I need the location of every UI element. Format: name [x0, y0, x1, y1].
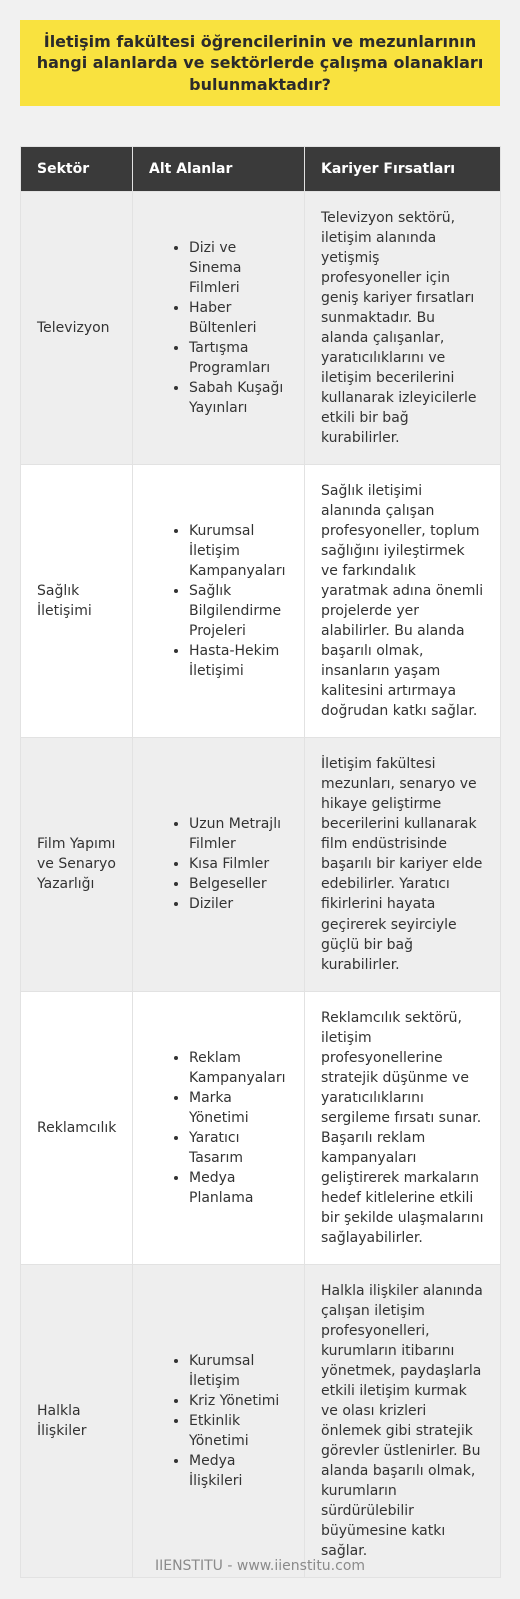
- subfields-list: [149, 1351, 288, 1491]
- list-item: • Medya Planlama: [189, 1168, 288, 1208]
- list-item: • Kısa Filmler: [189, 854, 288, 874]
- list-item: • Marka Yönetimi: [189, 1088, 288, 1128]
- list-item: • Sağlık Bilgilendirme Projeleri: [189, 581, 288, 641]
- subfields-list: [149, 521, 288, 681]
- list-item: • Yaratıcı Tasarım: [189, 1128, 288, 1168]
- sector-cell: Reklamcılık: [21, 991, 133, 1264]
- table-row: [21, 738, 501, 991]
- subfields-cell: [133, 465, 305, 738]
- career-cell: Televizyon sektörü, iletişim alanında yetişmiş profesyoneller için geniş kariyer fırsatları sunmaktadır. Bu alanda çalışanlar, yaratıcılıklarını ve iletişim becerilerini kullanarak izleyicilerle etkili bir bağ kurabilirler.: [305, 192, 501, 465]
- table-row: [21, 192, 501, 465]
- list-item: • Etkinlik Yönetimi: [189, 1411, 288, 1451]
- subfields-cell: [133, 991, 305, 1264]
- career-cell: Halkla ilişkiler alanında çalışan iletişim profesyonelleri, kurumların itibarını yönetmek, paydaşlarla etkili iletişim kurmak ve olası krizleri önlemek gibi stratejik görevler üstlenirler. Bu alanda başarılı olmak, kurumların sürdürülebilir büyümesine katkı sağlar.: [305, 1264, 501, 1577]
- list-item: • Uzun Metrajlı Filmler: [189, 814, 288, 854]
- subfields-cell: [133, 192, 305, 465]
- list-item: • Diziler: [189, 894, 288, 914]
- subfields-cell: [133, 1264, 305, 1577]
- subfields-list: [149, 238, 288, 418]
- column-header-subfields: Alt Alanlar: [133, 147, 305, 192]
- subfields-list: [149, 1048, 288, 1208]
- list-item: • Kurumsal İletişim: [189, 1351, 288, 1391]
- list-item: • Haber Bültenleri: [189, 298, 288, 338]
- list-item: • Kurumsal İletişim Kampanyaları: [189, 521, 288, 581]
- list-item: • Sabah Kuşağı Yayınları: [189, 378, 288, 418]
- list-item: • Medya İlişkileri: [189, 1451, 288, 1491]
- list-item: • Tartışma Programları: [189, 338, 288, 378]
- career-table: [20, 146, 501, 1578]
- list-item: • Dizi ve Sinema Filmleri: [189, 238, 288, 298]
- career-cell: Sağlık iletişimi alanında çalışan profesyoneller, toplum sağlığını iyileştirmek ve farkındalık yaratmak adına önemli projelerde yer alabilirler. Bu alanda başarılı olmak, insanların yaşam kalitesini artırmaya doğrudan katkı sağlar.: [305, 465, 501, 738]
- sector-cell: Sağlık İletişimi: [21, 465, 133, 738]
- sector-cell: Halkla İlişkiler: [21, 1264, 133, 1577]
- page-title: İletişim fakültesi öğrencilerinin ve mezunlarının hangi alanlarda ve sektörlerde çalışma olanakları bulunmaktadır?: [20, 20, 500, 106]
- list-item: • Hasta-Hekim İletişimi: [189, 641, 288, 681]
- column-header-career: Kariyer Fırsatları: [305, 147, 501, 192]
- column-header-sector: Sektör: [21, 147, 133, 192]
- sector-cell: Film Yapımı ve Senaryo Yazarlığı: [21, 738, 133, 991]
- table-row: [21, 991, 501, 1264]
- list-item: • Kriz Yönetimi: [189, 1391, 288, 1411]
- career-cell: İletişim fakültesi mezunları, senaryo ve hikaye geliştirme becerilerini kullanarak film endüstrisinde başarılı bir kariyer elde edebilirler. Yaratıcı fikirlerini hayata geçirerek seyirciyle güçlü bir bağ kurabilirler.: [305, 738, 501, 991]
- subfields-list: [149, 814, 288, 914]
- table-row: [21, 465, 501, 738]
- list-item: • Belgeseller: [189, 874, 288, 894]
- table-header-row: [21, 147, 501, 192]
- list-item: • Reklam Kampanyaları: [189, 1048, 288, 1088]
- footer-credit: IIENSTITU - www.iienstitu.com: [154, 1558, 366, 1574]
- career-cell: Reklamcılık sektörü, iletişim profesyonellerine stratejik düşünme ve yaratıcılıklarını sergileme fırsatı sunar. Başarılı reklam kampanyaları geliştirerek markaların hedef kitlelerine etkili bir şekilde ulaşmalarını sağlayabilirler.: [305, 991, 501, 1264]
- subfields-cell: [133, 738, 305, 991]
- table-row: [21, 1264, 501, 1577]
- sector-cell: Televizyon: [21, 192, 133, 465]
